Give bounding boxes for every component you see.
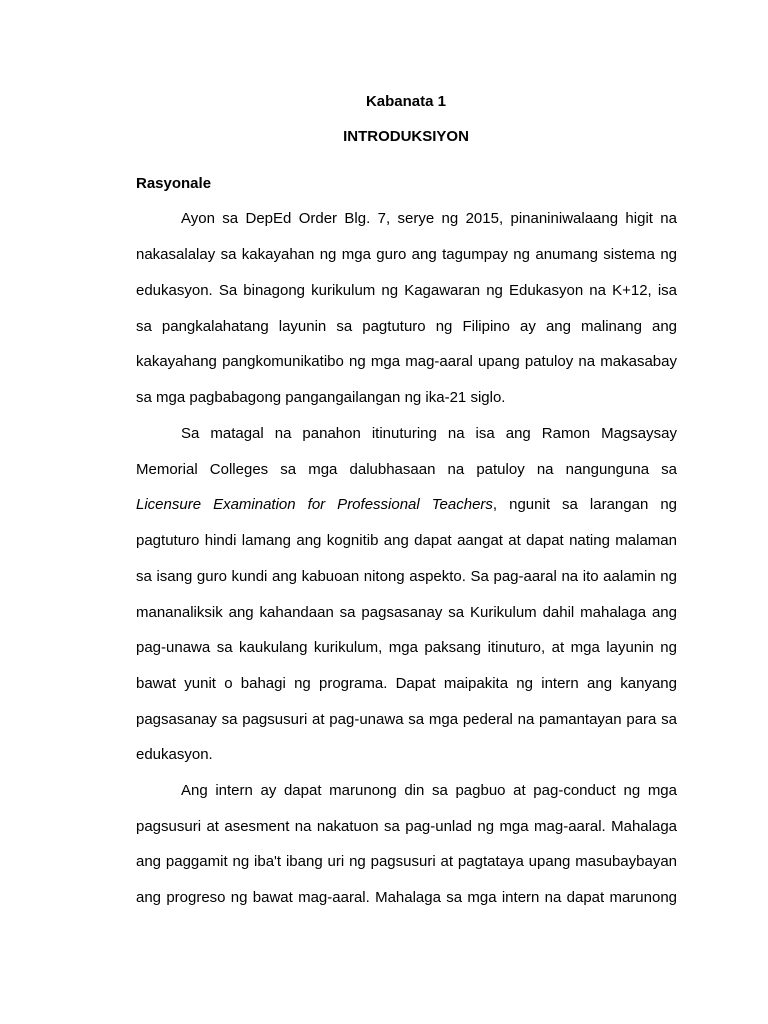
paragraph-line: Ayon sa DepEd Order Blg. 7, serye ng 2015, pinaniniwalaang higit na xyxy=(181,210,677,227)
paragraph-line: Sa matagal na panahon itinuturing na isa ang Ramon Magsaysay xyxy=(181,425,677,442)
paragraph-line xyxy=(136,495,677,515)
paragraph-line: bawat yunit o bahagi ng programa. Dapat maipakita ng intern ang kanyang xyxy=(136,675,677,692)
paragraph-line: Memorial Colleges sa mga dalubhasaan na patuloy na nangunguna sa xyxy=(136,461,677,478)
paragraph-line: edukasyon. Sa binagong kurikulum ng Kagawaran ng Edukasyon na K+12, isa xyxy=(136,282,677,299)
paragraph-line: pagsusuri at asesment na nakatuon sa pag-unlad ng mga mag-aaral. Mahalaga xyxy=(136,818,677,835)
paragraph-line: pagsasanay sa pagsusuri at pag-unawa sa mga pederal na pamantayan para sa xyxy=(136,711,677,728)
paragraph-line: edukasyon. xyxy=(136,746,213,763)
paragraph-line: mananaliksik ang kahandaan sa pagsasanay sa Kurikulum dahil mahalaga ang xyxy=(136,604,677,621)
paragraph-line: pag-unawa sa kaukulang kurikulum, mga paksang itinuturo, at mga layunin ng xyxy=(136,639,677,656)
paragraph-line: pagtuturo hindi lamang ang kognitib ang dapat aangat at dapat nating malaman xyxy=(136,532,677,549)
italic-phrase: Licensure Examination for Professional Teachers xyxy=(136,496,493,513)
paragraph-line-rest: , ngunit sa larangan ng xyxy=(492,496,677,513)
chapter-title: INTRODUKSIYON xyxy=(343,128,469,145)
chapter-number: Kabanata 1 xyxy=(365,93,447,110)
section-heading: Rasyonale xyxy=(136,175,212,192)
paragraph-line: sa mga pagbabagong pangangailangan ng ika-21 siglo. xyxy=(136,389,506,406)
paragraph-line: nakasalalay sa kakayahan ng mga guro ang tagumpay ng anumang sistema ng xyxy=(136,246,677,263)
paragraph-line: sa isang guro kundi ang kabuoan nitong aspekto. Sa pag-aaral na ito aalamin ng xyxy=(136,568,677,585)
paragraph-line: Ang intern ay dapat marunong din sa pagbuo at pag-conduct ng mga xyxy=(181,782,677,799)
paragraph-line: ang progreso ng bawat mag-aaral. Mahalaga sa mga intern na dapat marunong xyxy=(136,889,677,906)
paragraph-line: kakayahang pangkomunikatibo ng mga mag-aaral upang patuloy na makasabay xyxy=(136,353,677,370)
paragraph-line: sa pangkalahatang layunin sa pagtuturo ng Filipino ay ang malinang ang xyxy=(136,318,677,335)
paragraph-line: ang paggamit ng iba't ibang uri ng pagsusuri at pagtataya upang masubaybayan xyxy=(136,853,677,870)
